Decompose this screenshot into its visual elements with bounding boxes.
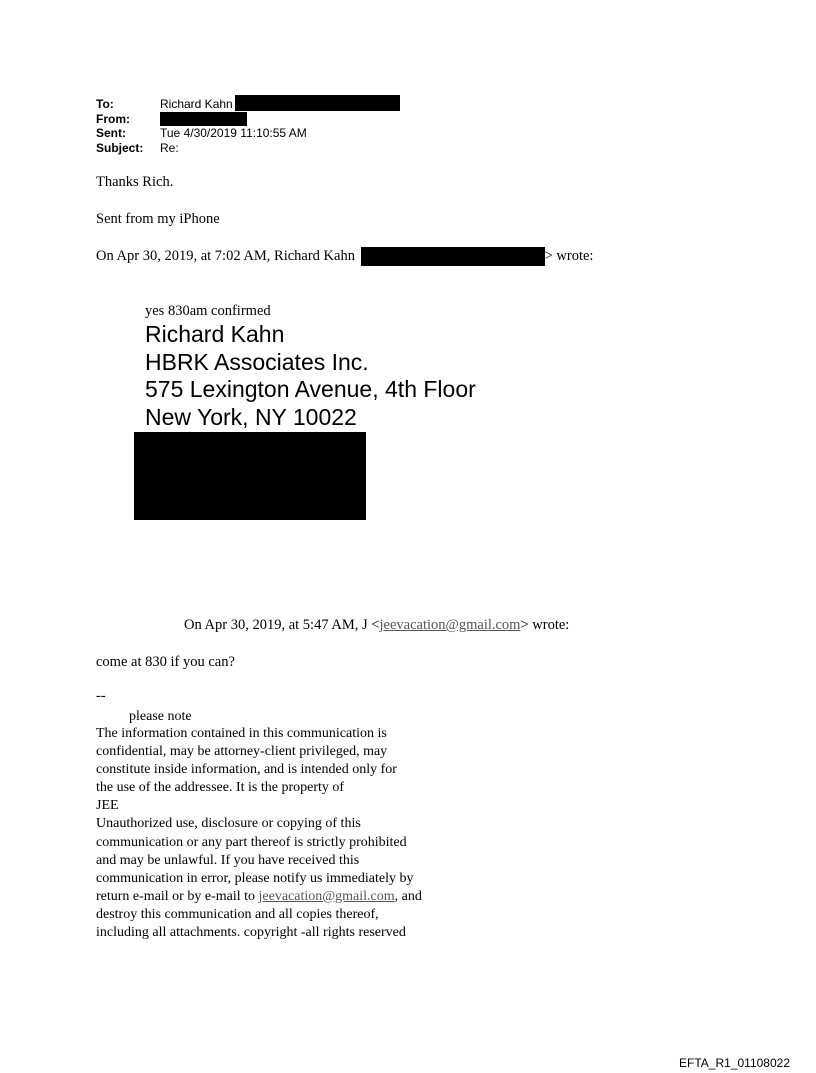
- body-line-sent-from: Sent from my iPhone: [96, 211, 220, 227]
- signature-separator: --: [96, 688, 106, 704]
- disclaimer-line: [96, 888, 422, 906]
- nested-intro-tail: > wrote:: [520, 617, 570, 633]
- to-label: To:: [96, 97, 114, 111]
- quote-intro-text: On Apr 30, 2019, at 7:02 AM, Richard Kahn: [96, 248, 355, 264]
- signature-line: Richard Kahn: [145, 321, 285, 347]
- redaction-bar: [160, 112, 247, 126]
- quote-intro: [96, 248, 593, 266]
- to-value: [160, 97, 400, 111]
- redaction-bar: [361, 247, 545, 266]
- disclaimer-line: Unauthorized use, disclosure or copying of this: [96, 816, 361, 832]
- quote-intro-tail: > wrote:: [544, 248, 594, 264]
- to-name: Richard Kahn: [160, 97, 233, 111]
- disclaimer-line: the use of the addressee. It is the property of: [96, 780, 345, 796]
- body-line-thanks: Thanks Rich.: [96, 174, 174, 190]
- redaction-block: [134, 432, 366, 520]
- disclaimer-line: communication or any part thereof is strictly prohibited: [96, 834, 407, 850]
- from-value: [160, 112, 247, 126]
- nested-quote-intro: [184, 617, 569, 634]
- subject-value: Re:: [160, 140, 179, 155]
- nested-message: come at 830 if you can?: [96, 654, 235, 670]
- sent-value: Tue 4/30/2019 11:10:55 AM: [160, 126, 307, 140]
- signature-line: HBRK Associates Inc.: [145, 348, 369, 375]
- from-label: From:: [96, 111, 130, 126]
- signature-line: 575 Lexington Avenue, 4th Floor: [145, 376, 476, 402]
- confidentiality-disclaimer: [96, 725, 422, 942]
- disclaimer-email-suffix: , and: [394, 888, 422, 904]
- sent-label: Sent:: [96, 126, 126, 140]
- redaction-bar: [235, 95, 400, 111]
- disclaimer-line: confidential, may be attorney-client privileged, may: [96, 744, 388, 760]
- nested-intro-text: On Apr 30, 2019, at 5:47 AM, J <: [184, 617, 380, 633]
- please-note: please note: [129, 709, 192, 724]
- disclaimer-line: communication in error, please notify us immediately by: [96, 870, 414, 886]
- quoted-reply: yes 830am confirmed: [145, 303, 271, 319]
- disclaimer-line: JEE: [96, 798, 119, 814]
- disclaimer-line: The information contained in this communication is: [96, 726, 387, 741]
- disclaimer-line: including all attachments. copyright -all rights reserved: [96, 925, 406, 941]
- disclaimer-email-prefix: return e-mail or by e-mail to: [96, 888, 259, 904]
- disclaimer-line: constitute inside information, and is intended only for: [96, 762, 397, 778]
- document-id: EFTA_R1_01108022: [679, 1056, 790, 1070]
- email-link[interactable]: jeevacation@gmail.com: [379, 617, 521, 633]
- email-link[interactable]: jeevacation@gmail.com: [258, 888, 395, 904]
- disclaimer-line: destroy this communication and all copies thereof,: [96, 906, 379, 922]
- subject-label: Subject:: [96, 140, 144, 155]
- signature-line: New York, NY 10022: [145, 403, 357, 430]
- disclaimer-line: and may be unlawful. If you have received this: [96, 852, 360, 868]
